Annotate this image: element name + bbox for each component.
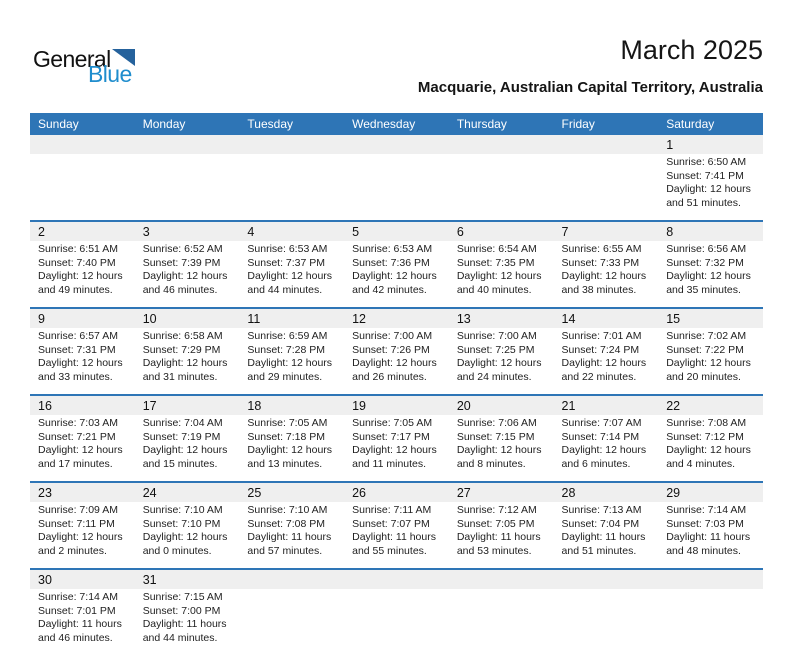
day-details	[239, 154, 344, 208]
day-cell	[658, 482, 763, 569]
daylight-text-cont: and 26 minutes.	[352, 370, 427, 383]
daylight-text: Daylight: 12 hours	[352, 444, 437, 456]
day-details	[344, 502, 449, 568]
day-cell	[449, 221, 554, 308]
daylight-text-cont: and 29 minutes.	[247, 370, 323, 383]
daylight-text-cont: and 42 minutes.	[352, 283, 427, 296]
day-details	[658, 328, 763, 394]
day-number	[344, 570, 449, 589]
week-row	[30, 221, 763, 308]
empty-day-cell	[554, 135, 659, 221]
sunset-text: Sunset: 7:40 PM	[38, 256, 116, 269]
daylight-text: Daylight: 12 hours	[38, 270, 123, 282]
empty-day-cell	[239, 569, 344, 655]
sunset-text: Sunset: 7:08 PM	[247, 517, 326, 530]
daylight-text: Daylight: 12 hours	[142, 444, 228, 456]
day-number	[554, 135, 659, 154]
weekday-header-friday: Friday	[554, 113, 659, 135]
day-cell	[135, 395, 240, 482]
day-details	[449, 415, 554, 481]
day-number: 29	[658, 483, 763, 502]
sunset-text: Sunset: 7:19 PM	[142, 430, 221, 443]
sunset-text: Sunset: 7:28 PM	[247, 343, 326, 356]
daylight-text-cont: and 53 minutes.	[456, 544, 532, 557]
empty-day-cell	[554, 569, 659, 655]
sunset-text: Sunset: 7:32 PM	[666, 256, 744, 269]
sunset-text: Sunset: 7:37 PM	[247, 256, 326, 269]
sunset-text: Sunset: 7:01 PM	[38, 604, 116, 617]
sunset-text: Sunset: 7:35 PM	[456, 256, 535, 269]
sunset-text: Sunset: 7:31 PM	[38, 343, 116, 356]
empty-day-cell	[135, 135, 240, 221]
empty-day-cell	[449, 135, 554, 221]
day-cell	[658, 221, 763, 308]
sunrise-text: Sunrise: 7:04 AM	[142, 417, 223, 429]
daylight-text: Daylight: 11 hours	[666, 531, 751, 543]
daylight-text: Daylight: 12 hours	[38, 444, 123, 456]
day-number: 14	[554, 309, 659, 328]
daylight-text-cont: and 31 minutes.	[142, 370, 218, 383]
daylight-text: Daylight: 11 hours	[456, 531, 541, 543]
day-cell	[449, 395, 554, 482]
sunrise-text: Sunrise: 6:55 AM	[561, 243, 642, 255]
daylight-text: Daylight: 12 hours	[352, 357, 437, 369]
day-cell	[658, 308, 763, 395]
day-number: 4	[239, 222, 344, 241]
day-details	[658, 502, 763, 568]
day-details	[30, 328, 135, 394]
daylight-text: Daylight: 12 hours	[666, 357, 751, 369]
day-number: 21	[554, 396, 659, 415]
day-cell	[135, 482, 240, 569]
sunrise-text: Sunrise: 7:13 AM	[561, 504, 642, 516]
daylight-text: Daylight: 11 hours	[142, 618, 227, 630]
weekday-header-tuesday: Tuesday	[239, 113, 344, 135]
day-number: 11	[239, 309, 344, 328]
empty-day-cell	[30, 135, 135, 221]
daylight-text: Daylight: 12 hours	[38, 357, 123, 369]
sunrise-text: Sunrise: 6:59 AM	[247, 330, 328, 342]
sunset-text: Sunset: 7:24 PM	[561, 343, 640, 356]
daylight-text-cont: and 20 minutes.	[666, 370, 741, 383]
day-number	[658, 570, 763, 589]
day-number: 3	[135, 222, 240, 241]
day-cell	[135, 308, 240, 395]
day-details	[344, 415, 449, 481]
day-details	[658, 241, 763, 307]
day-details	[30, 154, 135, 208]
sunset-text: Sunset: 7:22 PM	[666, 343, 744, 356]
day-number: 1	[658, 135, 763, 154]
sunset-text: Sunset: 7:07 PM	[352, 517, 430, 530]
sunrise-text: Sunrise: 7:08 AM	[666, 417, 747, 429]
daylight-text-cont: and 24 minutes.	[456, 370, 532, 383]
sunset-text: Sunset: 7:03 PM	[666, 517, 744, 530]
day-details	[449, 328, 554, 394]
day-details	[135, 415, 240, 481]
day-number	[135, 135, 240, 154]
calendar-head	[30, 113, 763, 135]
day-number: 23	[30, 483, 135, 502]
daylight-text-cont: and 48 minutes.	[666, 544, 741, 557]
day-details	[554, 328, 659, 394]
week-row	[30, 308, 763, 395]
day-details	[239, 241, 344, 307]
day-details	[135, 502, 240, 568]
day-number: 7	[554, 222, 659, 241]
sunset-text: Sunset: 7:41 PM	[666, 169, 744, 182]
daylight-text: Daylight: 12 hours	[456, 270, 542, 282]
daylight-text: Daylight: 12 hours	[561, 357, 647, 369]
day-cell	[30, 308, 135, 395]
sunset-text: Sunset: 7:12 PM	[666, 430, 744, 443]
day-number: 27	[449, 483, 554, 502]
day-cell	[30, 569, 135, 655]
day-details	[344, 241, 449, 307]
sunrise-text: Sunrise: 6:54 AM	[456, 243, 537, 255]
day-number: 26	[344, 483, 449, 502]
day-number	[239, 570, 344, 589]
daylight-text-cont: and 8 minutes.	[456, 457, 526, 470]
daylight-text: Daylight: 12 hours	[666, 444, 751, 456]
daylight-text-cont: and 46 minutes.	[38, 631, 113, 644]
daylight-text-cont: and 2 minutes.	[38, 544, 107, 557]
day-details	[344, 154, 449, 208]
daylight-text: Daylight: 12 hours	[561, 270, 647, 282]
day-details	[554, 154, 659, 208]
sunrise-text: Sunrise: 7:12 AM	[456, 504, 537, 516]
sunrise-text: Sunrise: 7:14 AM	[38, 591, 118, 603]
day-details	[658, 415, 763, 481]
day-cell	[449, 482, 554, 569]
sunrise-text: Sunrise: 7:15 AM	[142, 591, 223, 603]
sunrise-text: Sunrise: 7:02 AM	[666, 330, 747, 342]
daylight-text-cont: and 0 minutes.	[142, 544, 212, 557]
day-cell	[30, 221, 135, 308]
day-number: 30	[30, 570, 135, 589]
sunrise-text: Sunrise: 6:53 AM	[247, 243, 328, 255]
day-cell	[239, 221, 344, 308]
day-details	[344, 589, 449, 643]
weekday-header-saturday: Saturday	[658, 113, 763, 135]
day-cell	[658, 395, 763, 482]
day-details	[135, 241, 240, 307]
daylight-text-cont: and 6 minutes.	[561, 457, 631, 470]
day-details	[30, 241, 135, 307]
daylight-text-cont: and 51 minutes.	[561, 544, 637, 557]
daylight-text-cont: and 13 minutes.	[247, 457, 323, 470]
day-cell	[239, 395, 344, 482]
day-number: 16	[30, 396, 135, 415]
sunrise-text: Sunrise: 7:00 AM	[352, 330, 433, 342]
daylight-text-cont: and 4 minutes.	[666, 457, 736, 470]
empty-day-cell	[344, 569, 449, 655]
daylight-text-cont: and 57 minutes.	[247, 544, 323, 557]
day-details	[239, 328, 344, 394]
daylight-text: Daylight: 11 hours	[561, 531, 646, 543]
sunset-text: Sunset: 7:26 PM	[352, 343, 430, 356]
day-number	[449, 135, 554, 154]
empty-day-cell	[449, 569, 554, 655]
sunrise-text: Sunrise: 6:58 AM	[142, 330, 223, 342]
day-number	[449, 570, 554, 589]
sunrise-text: Sunrise: 7:05 AM	[352, 417, 433, 429]
sunset-text: Sunset: 7:15 PM	[456, 430, 535, 443]
logo-text-blue: Blue	[88, 61, 132, 87]
sunrise-text: Sunrise: 6:50 AM	[666, 156, 747, 168]
daylight-text: Daylight: 12 hours	[247, 444, 333, 456]
sunset-text: Sunset: 7:05 PM	[456, 517, 535, 530]
day-cell	[135, 221, 240, 308]
daylight-text: Daylight: 12 hours	[352, 270, 437, 282]
day-cell	[449, 308, 554, 395]
daylight-text: Daylight: 11 hours	[38, 618, 122, 630]
day-number: 9	[30, 309, 135, 328]
title-block	[30, 36, 763, 97]
day-cell	[554, 482, 659, 569]
day-cell	[30, 482, 135, 569]
sunrise-text: Sunrise: 6:56 AM	[666, 243, 747, 255]
daylight-text-cont: and 11 minutes.	[352, 457, 427, 470]
daylight-text-cont: and 55 minutes.	[352, 544, 427, 557]
daylight-text: Daylight: 12 hours	[142, 270, 228, 282]
day-cell	[554, 308, 659, 395]
location-subtitle: Macquarie, Australian Capital Territory, Australia	[417, 79, 763, 96]
sunset-text: Sunset: 7:11 PM	[38, 517, 115, 530]
day-cell	[344, 482, 449, 569]
day-details	[344, 328, 449, 394]
day-number: 13	[449, 309, 554, 328]
sunrise-text: Sunrise: 6:57 AM	[38, 330, 118, 342]
day-details	[554, 241, 659, 307]
day-number	[554, 570, 659, 589]
sunset-text: Sunset: 7:14 PM	[561, 430, 640, 443]
daylight-text: Daylight: 11 hours	[247, 531, 332, 543]
day-details	[239, 502, 344, 568]
sunrise-text: Sunrise: 6:51 AM	[38, 243, 118, 255]
sunset-text: Sunset: 7:18 PM	[247, 430, 326, 443]
logo-text-general: General	[33, 46, 111, 72]
sunrise-text: Sunrise: 7:10 AM	[142, 504, 223, 516]
daylight-text: Daylight: 12 hours	[666, 183, 751, 195]
day-number: 19	[344, 396, 449, 415]
day-number: 15	[658, 309, 763, 328]
day-details	[449, 502, 554, 568]
daylight-text: Daylight: 11 hours	[352, 531, 436, 543]
sunrise-text: Sunrise: 6:53 AM	[352, 243, 433, 255]
daylight-text-cont: and 49 minutes.	[38, 283, 113, 296]
day-number: 6	[449, 222, 554, 241]
empty-day-cell	[344, 135, 449, 221]
empty-day-cell	[658, 569, 763, 655]
week-row	[30, 569, 763, 655]
daylight-text-cont: and 44 minutes.	[142, 631, 218, 644]
day-details	[135, 589, 240, 655]
empty-day-cell	[239, 135, 344, 221]
day-cell	[135, 569, 240, 655]
weekday-header-wednesday: Wednesday	[344, 113, 449, 135]
sunset-text: Sunset: 7:17 PM	[352, 430, 430, 443]
sunset-text: Sunset: 7:04 PM	[561, 517, 640, 530]
day-cell	[344, 308, 449, 395]
sunset-text: Sunset: 7:10 PM	[142, 517, 221, 530]
daylight-text-cont: and 44 minutes.	[247, 283, 323, 296]
daylight-text-cont: and 15 minutes.	[142, 457, 218, 470]
day-details	[449, 589, 554, 643]
daylight-text: Daylight: 12 hours	[456, 444, 542, 456]
sunrise-text: Sunrise: 7:06 AM	[456, 417, 537, 429]
sunset-text: Sunset: 7:25 PM	[456, 343, 535, 356]
sunrise-text: Sunrise: 7:14 AM	[666, 504, 747, 516]
month-title: March 2025	[620, 35, 763, 65]
sunrise-text: Sunrise: 7:01 AM	[561, 330, 642, 342]
day-number: 8	[658, 222, 763, 241]
day-number	[344, 135, 449, 154]
day-number: 24	[135, 483, 240, 502]
daylight-text-cont: and 33 minutes.	[38, 370, 113, 383]
day-number: 10	[135, 309, 240, 328]
daylight-text: Daylight: 12 hours	[247, 270, 333, 282]
page-header	[0, 0, 792, 105]
day-details	[449, 241, 554, 307]
daylight-text-cont: and 17 minutes.	[38, 457, 113, 470]
day-details	[658, 154, 763, 220]
daylight-text: Daylight: 12 hours	[666, 270, 751, 282]
day-details	[658, 589, 763, 643]
sunset-text: Sunset: 7:33 PM	[561, 256, 640, 269]
daylight-text: Daylight: 12 hours	[142, 531, 228, 543]
day-number	[239, 135, 344, 154]
daylight-text-cont: and 22 minutes.	[561, 370, 637, 383]
day-number: 2	[30, 222, 135, 241]
day-details	[30, 415, 135, 481]
calendar-body	[30, 135, 763, 655]
sunrise-text: Sunrise: 7:07 AM	[561, 417, 642, 429]
daylight-text-cont: and 35 minutes.	[666, 283, 741, 296]
sunrise-text: Sunrise: 6:52 AM	[142, 243, 223, 255]
day-number: 25	[239, 483, 344, 502]
daylight-text: Daylight: 12 hours	[142, 357, 228, 369]
day-details	[239, 589, 344, 643]
daylight-text-cont: and 40 minutes.	[456, 283, 532, 296]
day-number: 20	[449, 396, 554, 415]
weekday-header-monday: Monday	[135, 113, 240, 135]
sunrise-text: Sunrise: 7:10 AM	[247, 504, 328, 516]
day-details	[239, 415, 344, 481]
sunset-text: Sunset: 7:39 PM	[142, 256, 221, 269]
day-number: 28	[554, 483, 659, 502]
week-row	[30, 482, 763, 569]
day-details	[554, 502, 659, 568]
day-details	[554, 589, 659, 643]
day-details	[30, 589, 135, 655]
sunset-text: Sunset: 7:00 PM	[142, 604, 221, 617]
calendar-table	[30, 113, 763, 655]
day-cell	[554, 221, 659, 308]
daylight-text-cont: and 38 minutes.	[561, 283, 637, 296]
day-cell	[239, 308, 344, 395]
day-number	[30, 135, 135, 154]
daylight-text: Daylight: 12 hours	[456, 357, 542, 369]
sunrise-text: Sunrise: 7:03 AM	[38, 417, 118, 429]
day-details	[449, 154, 554, 208]
day-number: 31	[135, 570, 240, 589]
day-cell	[344, 395, 449, 482]
sunset-text: Sunset: 7:29 PM	[142, 343, 221, 356]
day-details	[554, 415, 659, 481]
sunset-text: Sunset: 7:21 PM	[38, 430, 116, 443]
sunrise-text: Sunrise: 7:09 AM	[38, 504, 118, 516]
week-row	[30, 135, 763, 221]
day-number: 5	[344, 222, 449, 241]
sunrise-text: Sunrise: 7:00 AM	[456, 330, 537, 342]
general-blue-logo	[33, 48, 135, 86]
day-cell	[239, 482, 344, 569]
day-cell	[554, 395, 659, 482]
day-cell	[658, 135, 763, 221]
day-details	[135, 328, 240, 394]
daylight-text-cont: and 51 minutes.	[666, 196, 741, 209]
daylight-text: Daylight: 12 hours	[561, 444, 647, 456]
day-details	[135, 154, 240, 208]
weekday-header-row	[30, 113, 763, 135]
day-number: 17	[135, 396, 240, 415]
day-details	[30, 502, 135, 568]
weekday-header-thursday: Thursday	[449, 113, 554, 135]
day-number: 12	[344, 309, 449, 328]
day-cell	[30, 395, 135, 482]
sunrise-text: Sunrise: 7:11 AM	[352, 504, 432, 516]
daylight-text: Daylight: 12 hours	[247, 357, 333, 369]
day-number: 22	[658, 396, 763, 415]
sunset-text: Sunset: 7:36 PM	[352, 256, 430, 269]
week-row	[30, 395, 763, 482]
daylight-text-cont: and 46 minutes.	[142, 283, 218, 296]
weekday-header-sunday: Sunday	[30, 113, 135, 135]
sunrise-text: Sunrise: 7:05 AM	[247, 417, 328, 429]
day-cell	[344, 221, 449, 308]
day-number: 18	[239, 396, 344, 415]
daylight-text: Daylight: 12 hours	[38, 531, 123, 543]
